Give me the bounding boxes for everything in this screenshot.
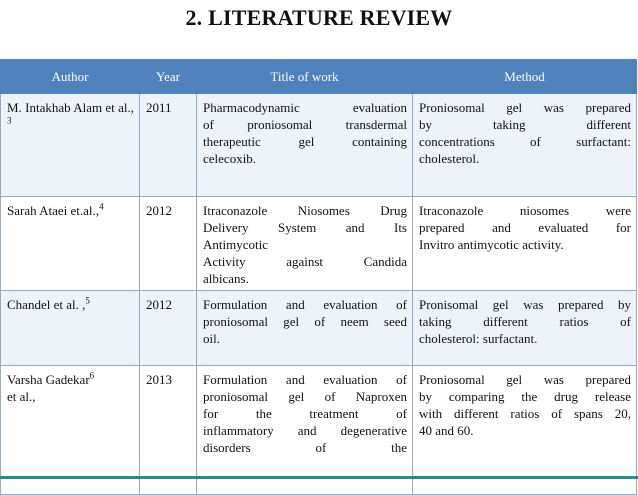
column-header-method: Method [413,60,637,94]
title-line: Delivery System and Its [203,220,407,235]
method-line: by taking different [419,117,631,132]
title-line: inflammatory and degenerative [203,423,407,438]
method-line: prepared and evaluated for [419,220,631,235]
reference-number: 6 [89,370,95,381]
column-header-year: Year [140,60,197,94]
method-line: Proniosomal gel was prepared [419,372,631,387]
title-line: Formulation and evaluation of [203,372,407,387]
author-name: Chandel et al. , [7,297,86,312]
method-line: taking different ratios of [419,314,631,329]
title-cell [197,197,413,291]
title-line: of proniosomal transdermal [203,117,407,132]
method-line: by comparing the drug release [419,389,631,404]
literature-table [0,59,637,495]
title-line: therapeutic gel containing [203,134,407,149]
table-row [1,291,637,366]
method-line: cholesterol: surfactant. [419,331,538,346]
method-line: with different ratios of spans 20, [419,406,631,421]
method-line: concentrations of surfactant: [419,134,631,149]
title-line: Itraconazole Niosomes Drug [203,203,407,218]
method-line: Proniosomal gel was prepared [419,100,631,115]
author-name: M. Intakhab Alam et al., [7,100,134,115]
reference-number: 4 [99,201,104,212]
method-line: Invitro antimycotic activity. [419,237,564,252]
author-name: Sarah Ataei et.al., [7,203,100,218]
method-cell [413,197,637,291]
column-header-author: Author [1,60,140,94]
author-name: Varsha Gadekar [7,372,90,387]
title-line: proniosomal gel of Naproxen [203,389,407,404]
page-title: 2. LITERATURE REVIEW [185,5,453,30]
method-line: 40 and 60. [419,423,474,438]
title-cell [197,291,413,366]
method-line: Pronisomal gel was prepared by [419,297,631,312]
title-line: disorders of the [203,440,407,455]
title-line: Formulation and evaluation of [203,297,407,312]
author-cell [1,291,140,366]
title-line: Activity against Candida [203,254,407,269]
year-cell: 2012 [140,291,197,366]
year-cell: 2012 [140,197,197,291]
author-name-continued: et al., [7,389,36,404]
title-line: celecoxib. [203,151,257,166]
method-line: Itraconazole niosomes were [419,203,631,218]
table-row [1,197,637,291]
year-cell: 2011 [140,94,197,197]
year-cell: 2013 [140,366,197,495]
method-line: cholesterol. [419,151,480,166]
reference-number: 3 [7,115,12,126]
title-line: for the treatment of [203,406,407,421]
title-line: proniosomal gel of neem seed [203,314,407,329]
table-row [1,94,637,197]
column-header-title: Title of work [197,60,413,94]
title-cell [197,94,413,197]
table-header-row [1,60,637,94]
author-cell [1,94,140,197]
title-line: oil. [203,331,220,346]
title-line: albicans. [203,271,249,286]
title-line: Antimycotic [203,237,268,252]
author-cell [1,197,140,291]
method-cell [413,291,637,366]
method-cell [413,94,637,197]
reference-number: 5 [85,295,90,306]
title-line: Pharmacodynamic evaluation [203,100,407,115]
